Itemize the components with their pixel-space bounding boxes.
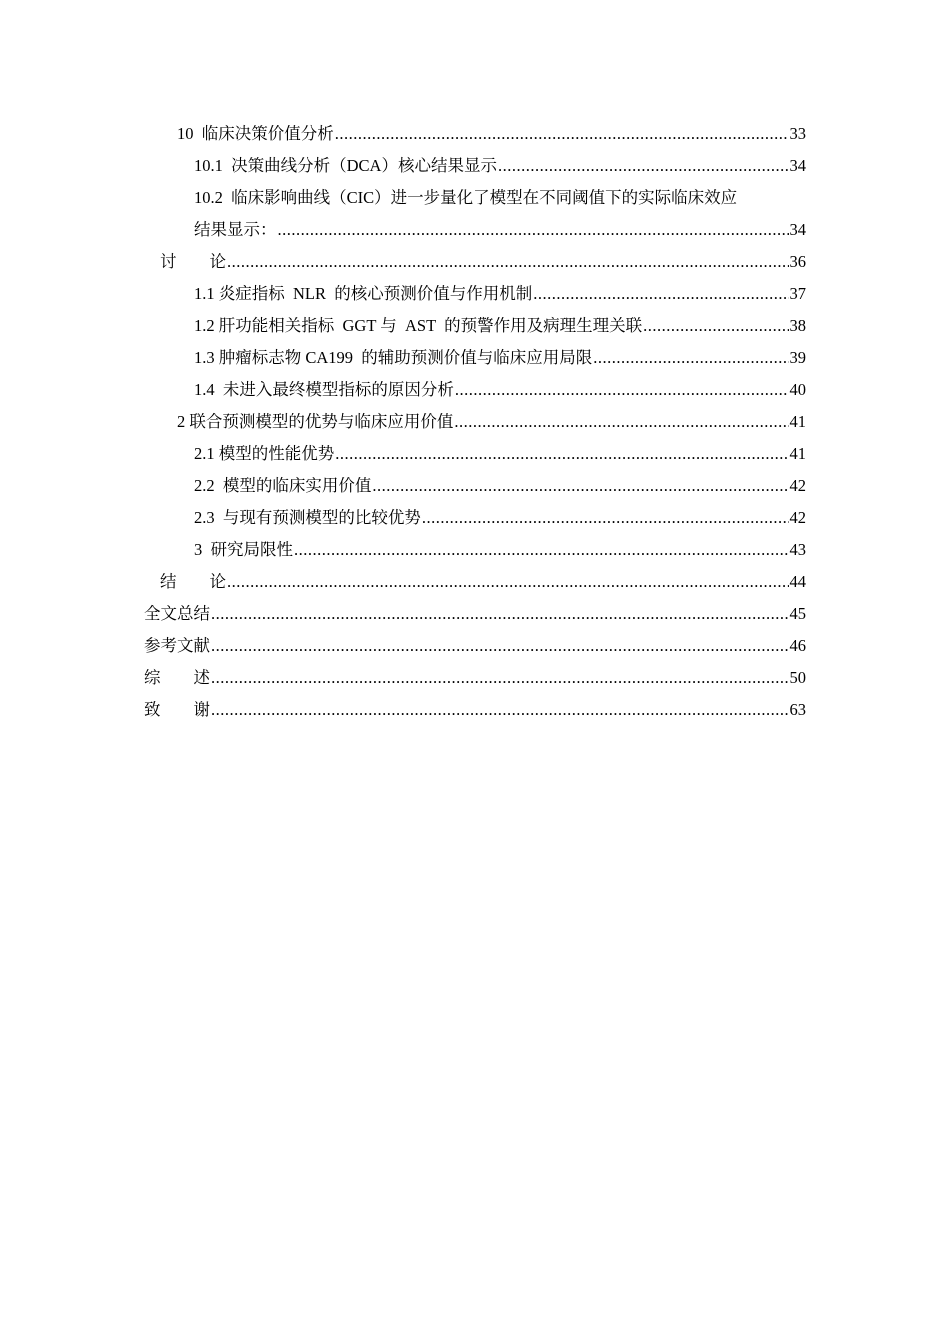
- toc-entry[interactable]: [0, 662, 950, 694]
- toc-leader: [422, 502, 789, 534]
- toc-entry[interactable]: [0, 630, 950, 662]
- toc-entry-page: 38: [789, 316, 806, 335]
- toc-entry[interactable]: [0, 214, 950, 246]
- toc-entry-title: 2.1 模型的性能优势: [194, 444, 335, 463]
- toc-entry-title: 1.2 肝功能相关指标 GGT 与 AST 的预警作用及病理生理关联: [194, 316, 643, 335]
- toc-entry-title: 10 临床决策价值分析: [177, 124, 334, 143]
- toc-entry-page: 34: [789, 220, 806, 239]
- toc-entry-page: 46: [789, 636, 806, 655]
- toc-leader: [211, 694, 789, 726]
- toc-entry-page: 36: [789, 252, 806, 271]
- toc-entry[interactable]: [0, 150, 950, 182]
- toc-leader: [372, 470, 788, 502]
- toc-leader: [454, 406, 788, 438]
- toc-entry-title: 10.1 决策曲线分析（DCA）核心结果显示: [194, 156, 497, 175]
- toc-entry-page: 44: [789, 572, 806, 591]
- toc-entry-title: 1.3 肿瘤标志物 CA199 的辅助预测价值与临床应用局限: [194, 348, 593, 367]
- toc-leader: [498, 150, 789, 182]
- toc-entry-page: 43: [789, 540, 806, 559]
- toc-entry[interactable]: [0, 502, 950, 534]
- toc-entry[interactable]: [0, 310, 950, 342]
- toc-entry-title: 1.4 未进入最终模型指标的原因分析: [194, 380, 454, 399]
- toc-entry-page: 50: [789, 668, 806, 687]
- toc-entry-title: 综 述: [144, 668, 210, 687]
- toc-entry-title: 讨 论: [160, 252, 226, 271]
- toc-entry[interactable]: [0, 342, 950, 374]
- toc-entry-title-continued: 结果显示：: [194, 220, 277, 239]
- toc-entry-page: 45: [789, 604, 806, 623]
- toc-leader: [533, 278, 788, 310]
- toc-entry[interactable]: [0, 374, 950, 406]
- toc-entry-page: 39: [789, 348, 806, 367]
- toc-leader: [211, 630, 789, 662]
- toc-entry[interactable]: [0, 118, 950, 150]
- toc-entry-title: 致 谢: [144, 700, 210, 719]
- toc-entry-title: 2.3 与现有预测模型的比较优势: [194, 508, 421, 527]
- toc-entry-title: 2 联合预测模型的优势与临床应用价值: [177, 412, 454, 431]
- toc-entry-title: 结 论: [160, 572, 226, 591]
- toc-entry[interactable]: [0, 470, 950, 502]
- toc-leader: [227, 566, 789, 598]
- toc-entry-title: 1.1 炎症指标 NLR 的核心预测价值与作用机制: [194, 284, 533, 303]
- toc-entry[interactable]: [0, 534, 950, 566]
- toc-leader: [335, 118, 789, 150]
- toc-leader: [455, 374, 789, 406]
- toc-entry[interactable]: [0, 438, 950, 470]
- toc-entry[interactable]: [0, 694, 950, 726]
- toc-entry[interactable]: [0, 598, 950, 630]
- toc-entry-page: 41: [789, 412, 806, 431]
- toc-entry-page: 41: [789, 444, 806, 463]
- toc-entry-page: 40: [789, 380, 806, 399]
- toc-leader: [294, 534, 789, 566]
- toc-entry-page: 37: [789, 284, 806, 303]
- toc-leader: [335, 438, 788, 470]
- toc-leader: [643, 310, 788, 342]
- toc-leader: [211, 662, 789, 694]
- toc-entry[interactable]: [0, 566, 950, 598]
- toc-entry-wrapped-first-line[interactable]: [0, 182, 950, 214]
- toc-entry[interactable]: [0, 278, 950, 310]
- toc-entry[interactable]: [0, 246, 950, 278]
- toc-entry-title: 2.2 模型的临床实用价值: [194, 476, 372, 495]
- toc-leader: [211, 598, 789, 630]
- toc-entry-title: 3 研究局限性: [194, 540, 293, 559]
- toc-entry-title: 参考文献: [144, 636, 210, 655]
- toc-leader: [227, 246, 789, 278]
- toc-entry-title: 全文总结: [144, 604, 210, 623]
- toc-entry[interactable]: [0, 406, 950, 438]
- toc-leader: [593, 342, 788, 374]
- toc-entry-page: 33: [789, 124, 806, 143]
- toc-entry-page: 34: [789, 156, 806, 175]
- toc-entry-page: 42: [789, 508, 806, 527]
- toc-entry-page: 63: [789, 700, 806, 719]
- toc-entry-page: 42: [789, 476, 806, 495]
- toc-entry-title: 10.2 临床影响曲线（CIC）进一步量化了模型在不同阈值下的实际临床效应: [194, 188, 738, 207]
- table-of-contents: [0, 118, 950, 726]
- toc-leader: [278, 214, 789, 246]
